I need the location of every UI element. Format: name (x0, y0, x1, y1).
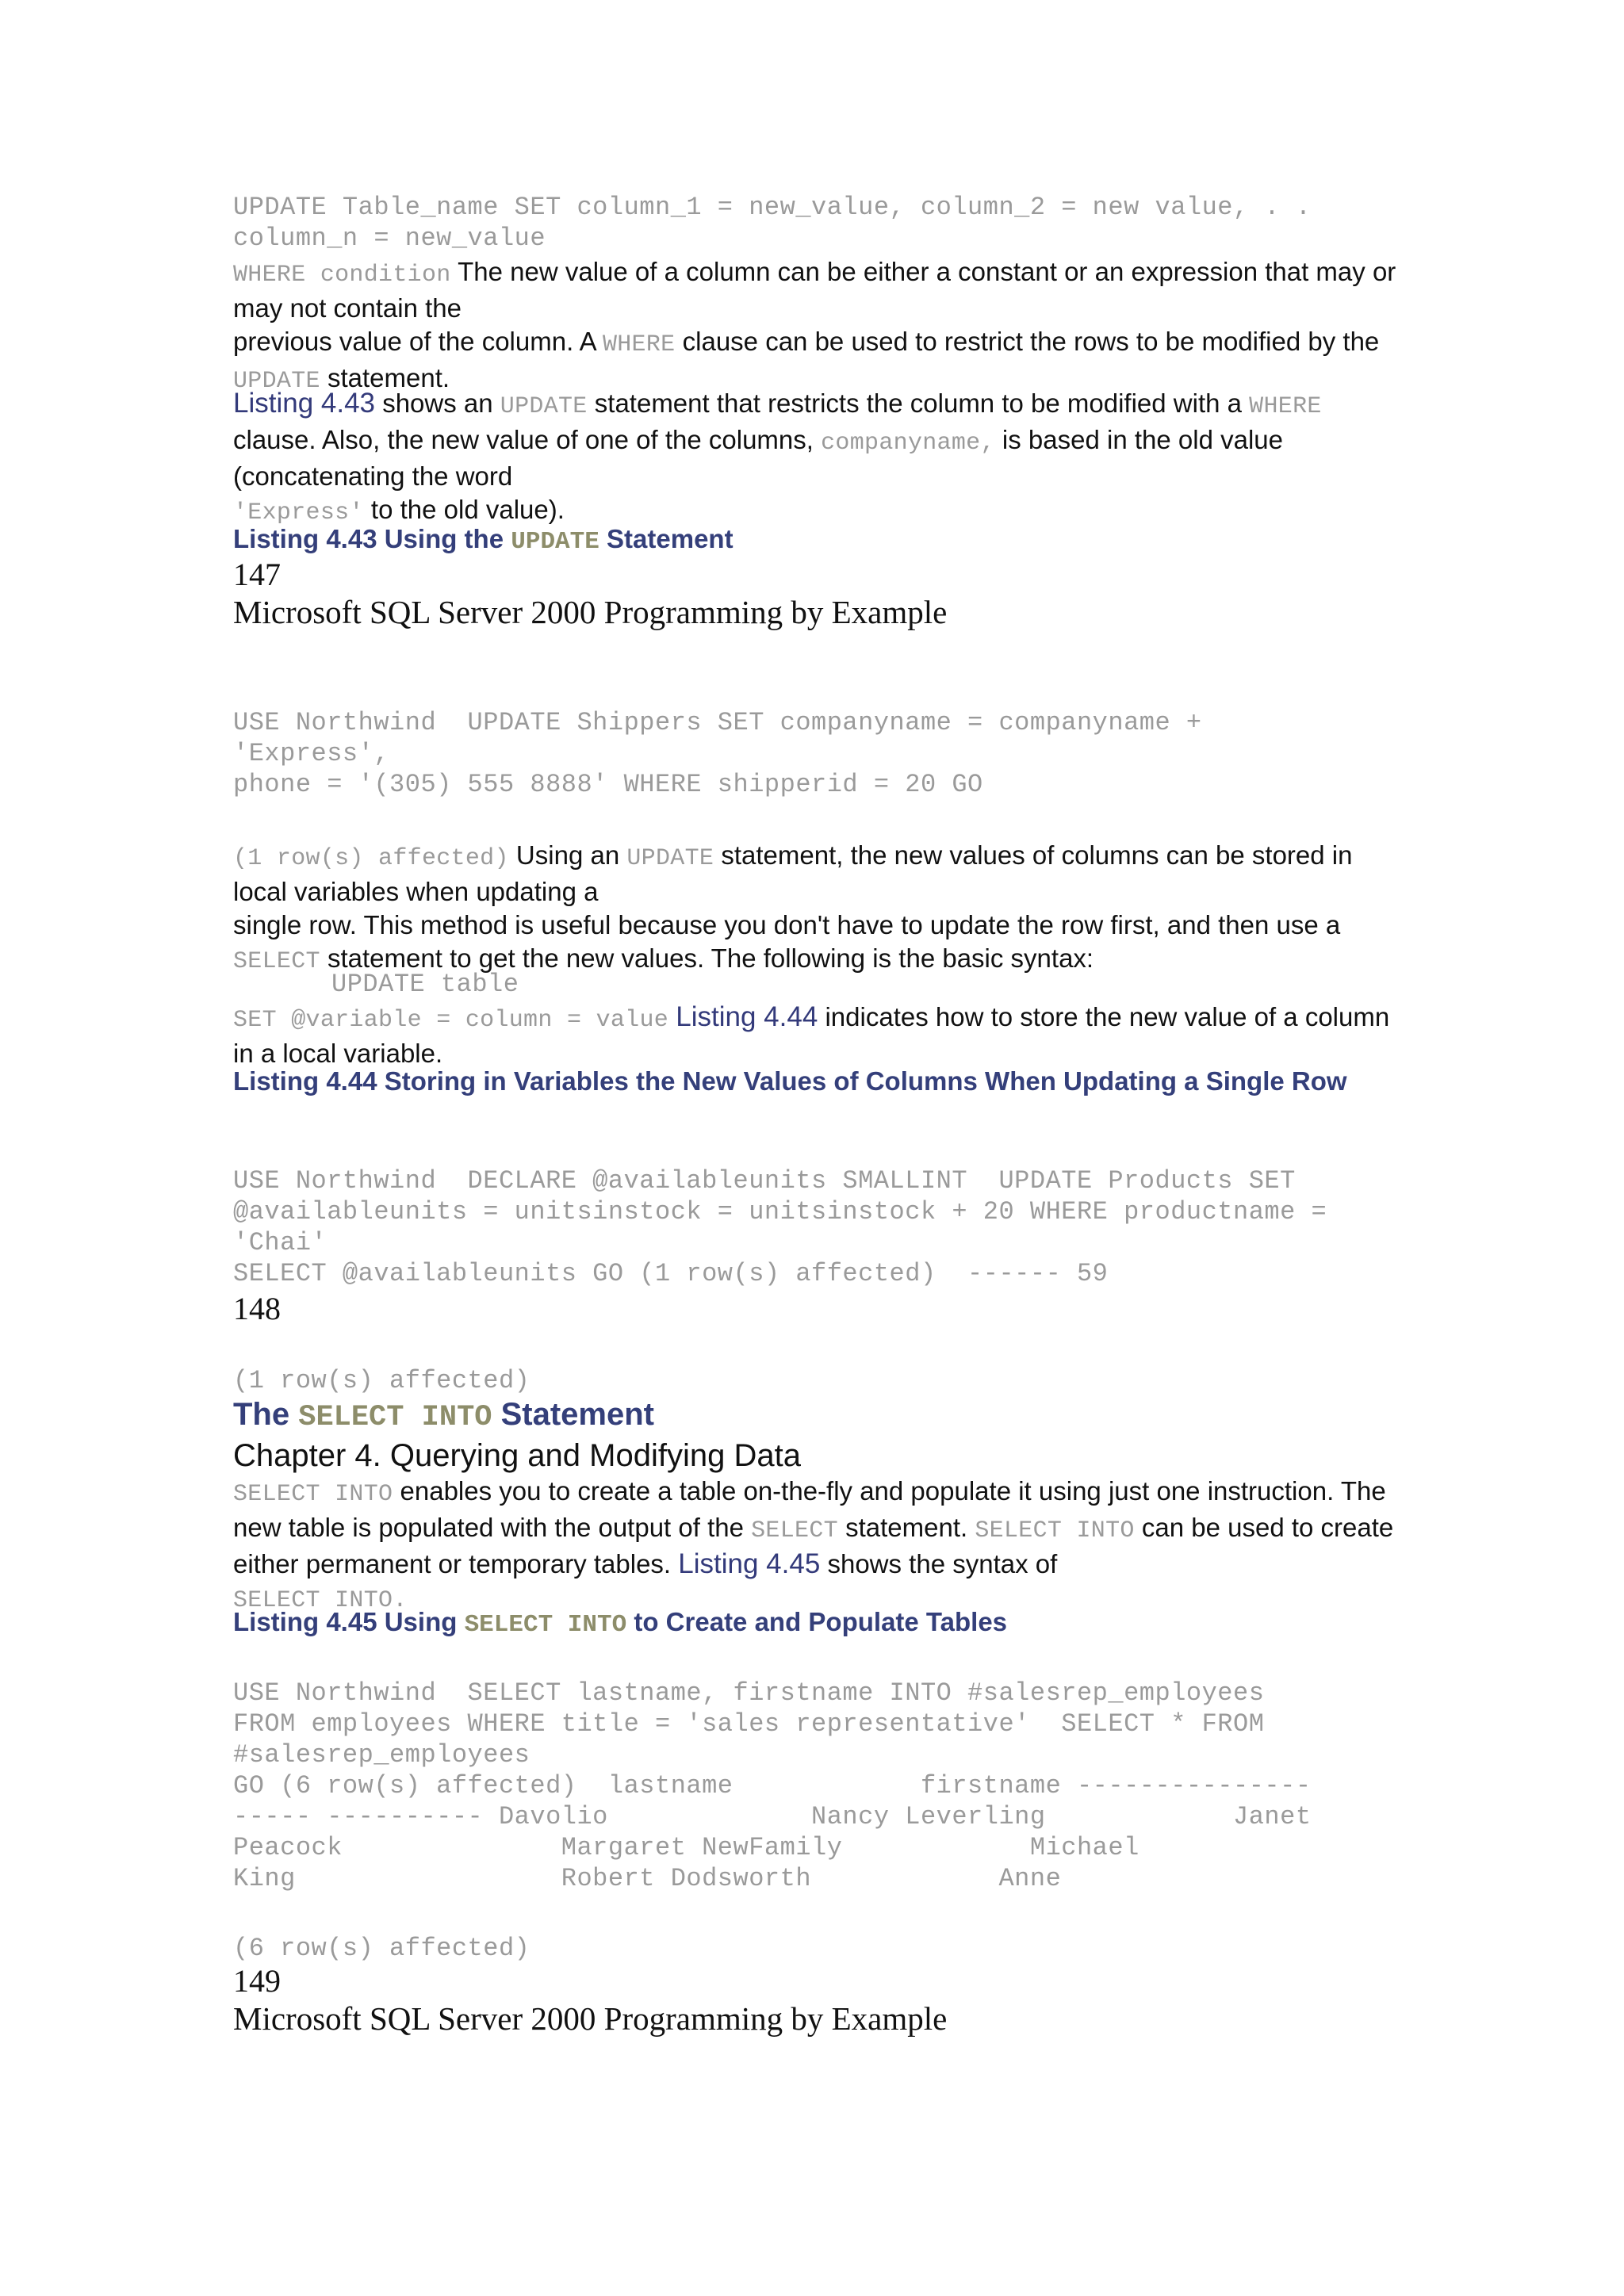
paragraph-text: single row. This method is useful because you don't have to update the row first, and then use a (233, 910, 1341, 939)
listing-445-link[interactable]: Listing 4.45 (678, 1548, 821, 1579)
inline-code: companyname, (821, 430, 995, 457)
listing-443-intro-paragraph (233, 387, 1407, 530)
paragraph-text: shows an (375, 388, 500, 418)
rows-affected-output: (6 row(s) affected) (233, 1934, 530, 1963)
paragraph-text: is based in the old value (concatenating the word (233, 425, 1284, 491)
listing-445-code: USE Northwind SELECT lastname, firstname INTO #salesrep_employees FROM employees WHERE title = 'sales representative' SELECT * FROM #salesrep_employees GO (6 row(s) affected) lastname firstname --------------- ----- ---------- Davolio Nancy Leverling Janet Peacock Margaret NewFamily Michael King Robert Dodsworth Anne (233, 1678, 1312, 1893)
listing-444-heading: Listing 4.44 Storing in Variables the New Values of Columns When Updating a Single Row (233, 1066, 1347, 1096)
heading-code: SELECT INTO (464, 1611, 627, 1639)
update-syntax-code (233, 192, 1407, 254)
update-syntax-line-2: column_n = new_value (233, 224, 546, 253)
heading-text: Listing 4.45 Using (233, 1607, 465, 1636)
select-into-paragraph (233, 1475, 1407, 1617)
heading-code: UPDATE (511, 528, 599, 556)
paragraph-text: statement to get the new values. The following is the basic syntax: (320, 943, 1094, 973)
listing-445-heading (233, 1606, 1407, 1641)
inline-code: SELECT INTO (975, 1517, 1135, 1544)
paragraph-text: statement that restricts the column to be modified with a (587, 388, 1250, 418)
inline-code: SELECT INTO. (233, 1587, 408, 1614)
listing-444-link[interactable]: Listing 4.44 (676, 1001, 818, 1032)
paragraph-text: Using an (508, 840, 627, 870)
listing-444-intro-paragraph (233, 1001, 1407, 1070)
inline-code: WHERE (602, 331, 676, 358)
chapter-title: Chapter 4. Querying and Modifying Data (233, 1438, 801, 1473)
paragraph-text: The new value of a column can be either a constant or an expression that may or may not contain the (233, 257, 1396, 323)
inline-code: SELECT (751, 1517, 838, 1544)
update-variable-syntax-line-2: SET @variable = column = value (233, 1007, 669, 1034)
page-number-149: 149 (233, 1963, 281, 1999)
heading-text: The (233, 1397, 299, 1432)
update-description-paragraph (233, 255, 1407, 398)
inline-code: UPDATE (626, 845, 714, 872)
listing-443-code: USE Northwind UPDATE Shippers SET companyname = companyname + 'Express', phone = '(305) 555 8888' WHERE shipperid = 20 GO (233, 708, 1202, 799)
inline-code: SELECT (233, 948, 320, 975)
paragraph-text: statement. (320, 363, 450, 392)
paragraph-text: enables you to create a table on-the-fly and populate it using just one instruction. The new table is populated with the output of the (233, 1476, 1386, 1542)
heading-text: Listing 4.43 Using the (233, 524, 511, 553)
paragraph-text: can be used to create either permanent or temporary tables. (233, 1513, 1394, 1578)
inline-code: UPDATE (500, 393, 588, 420)
page-number-147: 147 (233, 557, 281, 592)
paragraph-text: previous value of the column. A (233, 327, 603, 356)
page-number-148: 148 (233, 1291, 281, 1326)
heading-text: Statement (492, 1397, 654, 1432)
paragraph-text: to the old value). (363, 495, 565, 524)
section-title-select-into (233, 1395, 1407, 1437)
listing-444-code: USE Northwind DECLARE @availableunits SMALLINT UPDATE Products SET @availableunits = unitsinstock = unitsinstock + 20 WHERE productname = 'Chai' SELECT @availableunits GO (1 row(s) affected) ------ 59 (233, 1166, 1327, 1288)
paragraph-text: statement, the new values of columns can be stored in local variables when updating a (233, 840, 1353, 906)
inline-code: SELECT INTO (233, 1481, 393, 1508)
rows-affected-output: (1 row(s) affected) (233, 845, 509, 872)
update-syntax-line-1: UPDATE Table_name SET column_1 = new_value, column_2 = new value, . . (233, 193, 1312, 222)
book-title-footer: Microsoft SQL Server 2000 Programming by Example (233, 594, 948, 630)
heading-code: SELECT INTO (298, 1401, 492, 1434)
heading-text: Statement (599, 524, 733, 553)
book-title-footer: Microsoft SQL Server 2000 Programming by Example (233, 2000, 948, 2037)
listing-443-heading (233, 523, 1407, 558)
update-variable-syntax-line-1: UPDATE table (331, 970, 519, 999)
paragraph-text: clause can be used to restrict the rows to be modified by the (675, 327, 1380, 356)
inline-code: WHERE (1249, 393, 1322, 420)
paragraph-text: statement. (837, 1513, 975, 1542)
paragraph-text: shows the syntax of (820, 1549, 1058, 1578)
listing-443-link[interactable]: Listing 4.43 (233, 388, 376, 419)
variables-description-paragraph (233, 839, 1407, 978)
inline-code: UPDATE (233, 368, 320, 395)
heading-text: to Create and Populate Tables (626, 1607, 1008, 1636)
inline-code: 'Express' (233, 499, 364, 526)
paragraph-text: indicates how to store the new value of a column in a local variable. (233, 1002, 1390, 1068)
rows-affected-output: (1 row(s) affected) (233, 1366, 530, 1395)
where-condition-code: WHERE condition (233, 262, 451, 289)
paragraph-text: clause. Also, the new value of one of the columns, (233, 425, 822, 454)
